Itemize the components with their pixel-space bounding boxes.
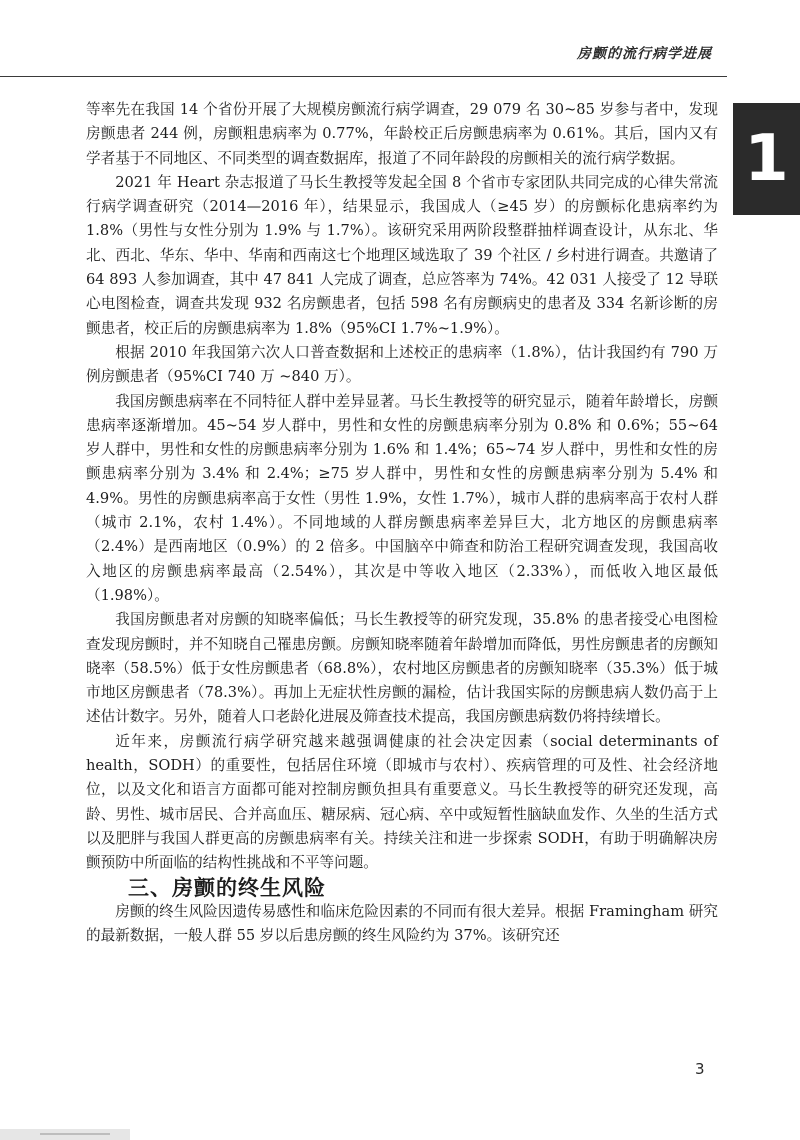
paragraph-3: 根据 2010 年我国第六次人口普查数据和上述校正的患病率（1.8%），估计我国约有 790 万例房颤患者（95%CI 740 万 ~840 万）。 xyxy=(86,343,718,386)
paragraph-4: 我国房颤患病率在不同特征人群中差异显著。马长生教授等的研究显示，随着年龄增长，房颤患病率逐渐增加。45~54 岁人群中，男性和女性的房颤患病率分别为 0.8% 和 0.6%；55~64 岁人群中，男性和女性的房颤患病率分别为 1.6% 和 1.4%；65~74 岁人群中，男性和女性的房颤患病率分别为 3.4% 和 2.4%；≥75 岁人群中，男性和女性的房颤患病率分别为 5.4% 和 4.9%。男性的房颤患病率高于女性（男性 1.9%，女性 1.7%），城市人群的患病率高于农村人群（城市 2.1%，农村 1.4%）。不同地域的人群房颤患病率差异巨大，北方地区的房颤患病率（2.4%）是西南地区（0.9%）的 2 倍多。中国脑卒中筛查和防治工程研究调查发现，我国高收入地区的房颤患病率最高（2.54%），其次是中等收入地区（2.33%），而低收入地区最低（1.98%）。 xyxy=(86,392,718,604)
page-number: 3 xyxy=(695,1060,705,1078)
scan-edge-mark xyxy=(0,1129,130,1140)
header-rule xyxy=(0,76,727,77)
paragraph-5: 我国房颤患者对房颤的知晓率偏低；马长生教授等的研究发现，35.8% 的患者接受心电图检查发现房颤时，并不知晓自己罹患房颤。房颤知晓率随着年龄增加而降低，男性房颤患者的房颤知晓率（58.5%）低于女性房颤患者（68.8%），农村地区房颤患者的房颤知晓率（35.3%）低于城市地区房颤患者（78.3%）。再加上无症状性房颤的漏检，估计我国实际的房颤患病人数仍高于上述估计数字。另外，随着人口老龄化进展及筛查技术提高，我国房颤患病数仍将持续增长。 xyxy=(86,611,718,726)
paragraph-1: 等率先在我国 14 个省份开展了大规模房颤流行病学调查，29 079 名 30~85 岁参与者中，发现房颤患者 244 例，房颤粗患病率为 0.77%，年龄校正后房颤患病率为 0.61%。其后，国内又有学者基于不同地区、不同类型的调查数据库，报道了不同年龄段的房颤相关的流行病学数据。 xyxy=(86,101,718,167)
paragraph-7: 房颤的终生风险因遗传易感性和临床危险因素的不同而有很大差异。根据 Framingham 研究的最新数据，一般人群 55 岁以后患房颤的终生风险约为 37%。该研究还 xyxy=(86,902,718,945)
paragraph-2: 2021 年 Heart 杂志报道了马长生教授等发起全国 8 个省市专家团队共同完成的心律失常流行病学调查研究（2014—2016 年），结果显示，我国成人（≥45 岁）的房颤标化患病率约为 1.8%（男性与女性分别为 1.9% 与 1.7%）。该研究采用两阶段整群抽样调查设计，从东北、华北、西北、华东、华中、华南和西南这七个地理区域选取了 39 个社区 / 乡村进行调查。共邀请了 64 893 人参加调查，其中 47 841 人完成了调查，总应答率为 74%。42 031 人接受了 12 导联心电图检查，调查共发现 932 名房颤患者，包括 598 名有房颤病史的患者及 334 名新诊断的房颤患者，校正后的房颤患病率为 1.8%（95%CI 1.7%~1.9%）。 xyxy=(86,173,718,337)
body-text xyxy=(86,98,718,948)
chapter-tab: 1 xyxy=(733,103,800,215)
paragraph-6: 近年来，房颤流行病学研究越来越强调健康的社会决定因素（social determinants of health，SODH）的重要性，包括居住环境（即城市与农村）、疾病管理的可及性、社会经济地位，以及文化和语言方面都可能对控制房颤负担具有重要意义。马长生教授等的研究还发现，高龄、男性、城市居民、合并高血压、糖尿病、冠心病、卒中或短暂性脑缺血发作、久坐的生活方式以及肥胖与我国人群更高的房颤患病率有关。持续关注和进一步探索 SODH，有助于明确解决房颤预防中所面临的结构性挑战和不平等问题。 xyxy=(86,732,718,872)
section-heading: 三、房颤的终生风险 xyxy=(128,875,326,900)
running-header: 房颤的流行病学进展 xyxy=(577,46,712,62)
